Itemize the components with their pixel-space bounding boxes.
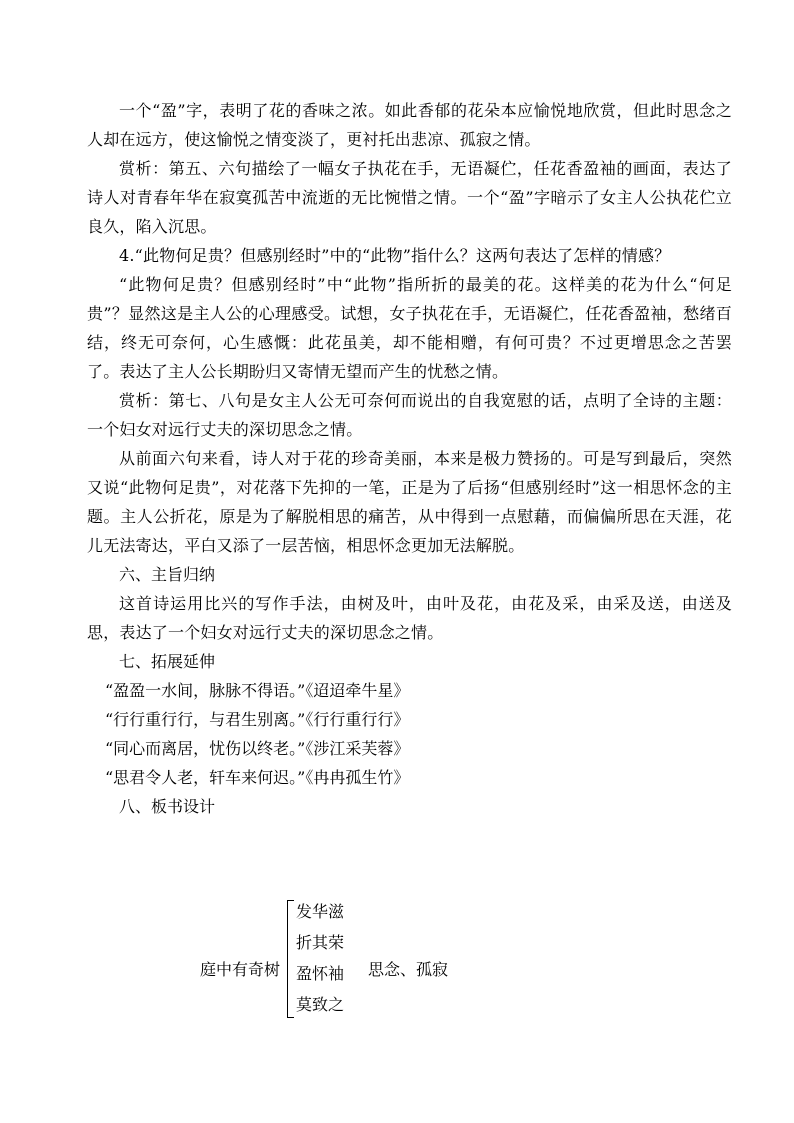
paragraph-1: 一个“盈”字，表明了花的香味之浓。如此香郁的花朵本应愉悦地欣赏，但此时思念之人却在远方，使这愉悦之情变淡了，更衬托出悲凉、孤寂之情。: [87, 101, 732, 149]
quote-3: “同心而离居，忧伤以终老。”《涉江采芙蓉》: [105, 739, 410, 758]
board-item: 折其荣: [296, 933, 345, 952]
blackboard-diagram: [200, 896, 500, 1020]
question-4: 4.“此物何足贵？但感别经时”中的“此物”指什么？这两句表达了怎样的情感？: [119, 246, 671, 265]
section-6-heading: 六、主旨归纳: [119, 565, 216, 584]
board-item: 发华滋: [296, 902, 345, 921]
board-items: [296, 896, 344, 1020]
section-6-body: 这首诗运用比兴的写作手法，由树及叶，由叶及花，由花及采，由采及送，由送及思，表达了一个妇女对远行丈夫的深切思念之情。: [87, 594, 732, 642]
paragraph-appreciation: 赏析：第七、八句是女主人公无可奈何而说出的自我宽慰的话，点明了全诗的主题：一个妇女对远行丈夫的深切思念之情。: [87, 391, 732, 439]
board-root-label: 庭中有奇树: [200, 960, 281, 979]
board-item: 莫致之: [296, 995, 345, 1014]
quote-2: “行行重行行，与君生别离。”《行行重行行》: [105, 710, 410, 729]
section-7-heading: 七、拓展延伸: [119, 652, 216, 671]
answer-4: “此物何足贵？但感别经时”中“此物”指所折的最美的花。这样美的花为什么“何足贵”？显然这是主人公的心理感受。试想，女子执花在手，无语凝伫，任花香盈袖，愁绪百结，终无可奈何，心生感慨：此花虽美，却不能相赠，有何可贵？不过更增思念之苦罢了。表达了主人公长期盼归又寄情无望而产生的忧愁之情。: [87, 275, 732, 381]
body-text: [87, 96, 732, 821]
board-theme: 思念、孤寂: [368, 960, 449, 979]
paragraph-analysis: 从前面六句来看，诗人对于花的珍奇美丽，本来是极力赞扬的。可是写到最后，突然又说“此物何足贵”，对花落下先抑的一笔，正是为了后扬“但感别经时”这一相思怀念的主题。主人公折花，原是为了解脱相思的痛苦，从中得到一点慰藉，而偏偏所思在天涯，花儿无法寄达，平白又添了一层苦恼，相思怀念更加无法解脱。: [87, 449, 732, 555]
paragraph-2: 赏析：第五、六句描绘了一幅女子执花在手，无语凝伫，任花香盈袖的画面，表达了诗人对青春年华在寂寞孤苦中流逝的无比惋惜之情。一个“盈”字暗示了女主人公执花伫立良久，陷入沉思。: [87, 159, 732, 236]
quote-1: “盈盈一水间，脉脉不得语。”《迢迢牵牛星》: [105, 681, 410, 700]
quote-4: “思君令人老，轩车来何迟。”《冉冉孤生竹》: [105, 768, 410, 787]
bracket-icon: [287, 900, 294, 1018]
section-8-heading: 八、板书设计: [119, 797, 216, 816]
board-item: 盈怀袖: [296, 964, 345, 983]
